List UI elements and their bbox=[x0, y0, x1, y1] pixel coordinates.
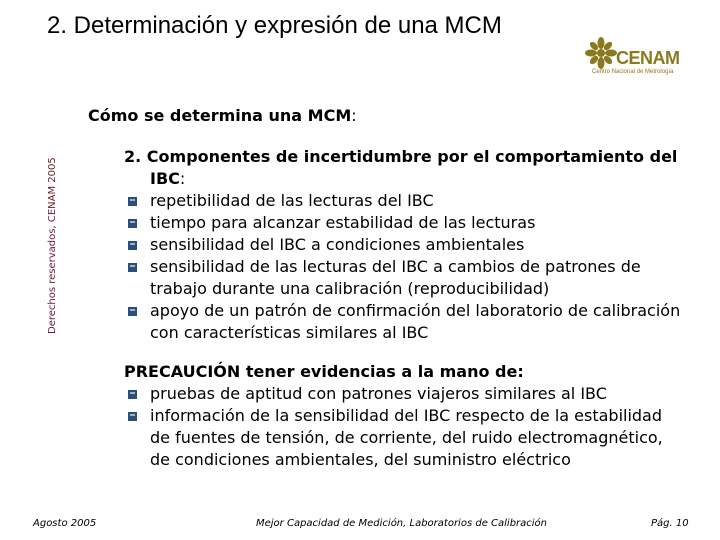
cenam-logo-icon bbox=[584, 36, 618, 70]
subtitle-colon: : bbox=[351, 106, 357, 125]
square-bullet-icon bbox=[128, 197, 137, 206]
list-item-text: apoyo de un patrón de confirmación del laboratorio de calibración con características similares al IBC bbox=[150, 301, 681, 342]
logo-subtitle: Centro Nacional de Metrología bbox=[592, 69, 674, 75]
list-item bbox=[124, 300, 684, 344]
list-item bbox=[124, 405, 684, 471]
section-subtitle bbox=[88, 106, 357, 125]
square-bullet-icon bbox=[128, 263, 137, 272]
heading-text: Componentes de incertidumbre por el comportamiento del IBC bbox=[146, 147, 678, 188]
square-bullet-icon bbox=[128, 219, 137, 228]
square-bullet-icon bbox=[128, 412, 137, 421]
footer-center: Mejor Capacidad de Medición, Laboratorios de Calibración bbox=[256, 518, 548, 529]
page-number: Pág. 10 bbox=[651, 518, 689, 529]
square-bullet-icon bbox=[128, 390, 137, 399]
copyright-vertical: Derechos reservados, CENAM 2005 bbox=[47, 157, 58, 334]
list-item bbox=[124, 234, 684, 256]
square-bullet-icon bbox=[128, 307, 137, 316]
cenam-logo bbox=[584, 36, 688, 80]
list-item-text: sensibilidad de las lecturas del IBC a cambios de patrones de trabajo durante una calibración (reproducibilidad) bbox=[150, 257, 641, 298]
list-item bbox=[124, 190, 684, 212]
list-item-text: repetibilidad de las lecturas del IBC bbox=[150, 191, 434, 210]
precaution-heading: PRECAUCIÓN tener evidencias a la mano de: bbox=[124, 362, 524, 381]
logo-wordmark: CENAM bbox=[616, 48, 680, 68]
footer-date: Agosto 2005 bbox=[33, 518, 97, 529]
list-item bbox=[124, 256, 684, 300]
list-item-text: tiempo para alcanzar estabilidad de las lecturas bbox=[150, 213, 536, 232]
square-bullet-icon bbox=[128, 241, 137, 250]
list-item-text: pruebas de aptitud con patrones viajeros similares al IBC bbox=[150, 384, 607, 403]
list-item-text: sensibilidad del IBC a condiciones ambientales bbox=[150, 235, 525, 254]
heading-number: 2. bbox=[124, 147, 142, 166]
components-heading bbox=[124, 146, 684, 190]
list-item bbox=[124, 383, 684, 405]
list-item-text: información de la sensibilidad del IBC respecto de la estabilidad de fuentes de tensión, de corriente, del ruido electromagnético, de condiciones ambientales, del suministro eléctrico bbox=[150, 406, 663, 469]
heading-colon: : bbox=[179, 169, 186, 188]
subtitle-bold: Cómo se determina una MCM bbox=[88, 106, 352, 125]
slide-body bbox=[124, 146, 684, 471]
list-item bbox=[124, 212, 684, 234]
slide-title: 2. Determinación y expresión de una MCM bbox=[47, 12, 502, 39]
